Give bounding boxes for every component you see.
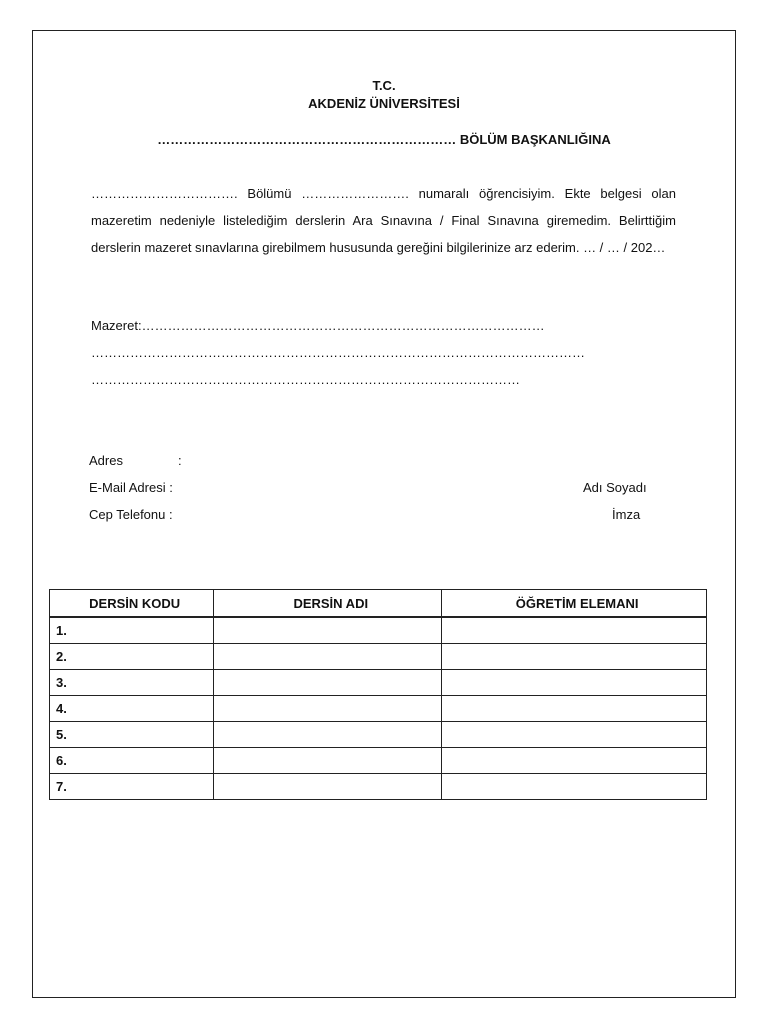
course-name-cell[interactable] [214,670,442,696]
table-row [50,644,707,670]
phone-label: Cep Telefonu : [89,507,173,522]
row-number: 3. [50,670,214,696]
course-name-cell[interactable] [214,617,442,644]
instructor-cell[interactable] [442,696,707,722]
table-row [50,748,707,774]
table-row [50,774,707,800]
row-number: 6. [50,748,214,774]
instructor-cell[interactable] [442,748,707,774]
reason-line-2: …………………………………………………………………………………………………… [91,345,585,360]
table-row [50,722,707,748]
address-colon: : [178,453,182,468]
reason-line-3: ……………………………………………………………………………………… [91,372,520,387]
course-name-cell[interactable] [214,748,442,774]
signature-label: İmza [612,507,641,522]
row-number: 7. [50,774,214,800]
course-name-cell[interactable] [214,722,442,748]
instructor-cell[interactable] [442,644,707,670]
course-name-cell[interactable] [214,774,442,800]
instructor-cell[interactable] [442,722,707,748]
header-course-name: DERSİN ADI [214,590,442,618]
reason-line-1: Mazeret:………………………………………………………………………………… [91,318,545,333]
instructor-cell[interactable] [442,774,707,800]
header-tc: T.C. [372,78,396,93]
addressee-line: …………………………………………………………… BÖLÜM BAŞKANLIĞINA [157,132,611,147]
header-instructor: ÖĞRETİM ELEMANI [442,590,707,618]
email-label: E-Mail Adresi : [89,480,173,495]
row-number: 4. [50,696,214,722]
address-label: Adres [89,453,123,468]
course-name-cell[interactable] [214,696,442,722]
row-number: 5. [50,722,214,748]
row-number: 1. [50,617,214,644]
instructor-cell[interactable] [442,670,707,696]
course-name-cell[interactable] [214,644,442,670]
table-row [50,670,707,696]
instructor-cell[interactable] [442,617,707,644]
petition-body: ……………………………. Bölümü ……………………. numaralı öğrencisiyim. Ekte belgesi olan mazeretim nedeniyle listelediğim derslerin Ara Sınavına / Final Sınavına giremedim. Belirttiğim derslerin mazeret sınavlarına girebilmem hususunda gereğini bilgilerinize arz ederim. … / … / 202… [91,186,676,255]
name-surname-label: Adı Soyadı [583,480,647,495]
table-row [50,617,707,644]
table-header-row [50,590,707,618]
course-table [49,589,707,800]
table-row [50,696,707,722]
header-course-code: DERSİN KODU [50,590,214,618]
header-university: AKDENİZ ÜNİVERSİTESİ [308,96,460,111]
row-number: 2. [50,644,214,670]
